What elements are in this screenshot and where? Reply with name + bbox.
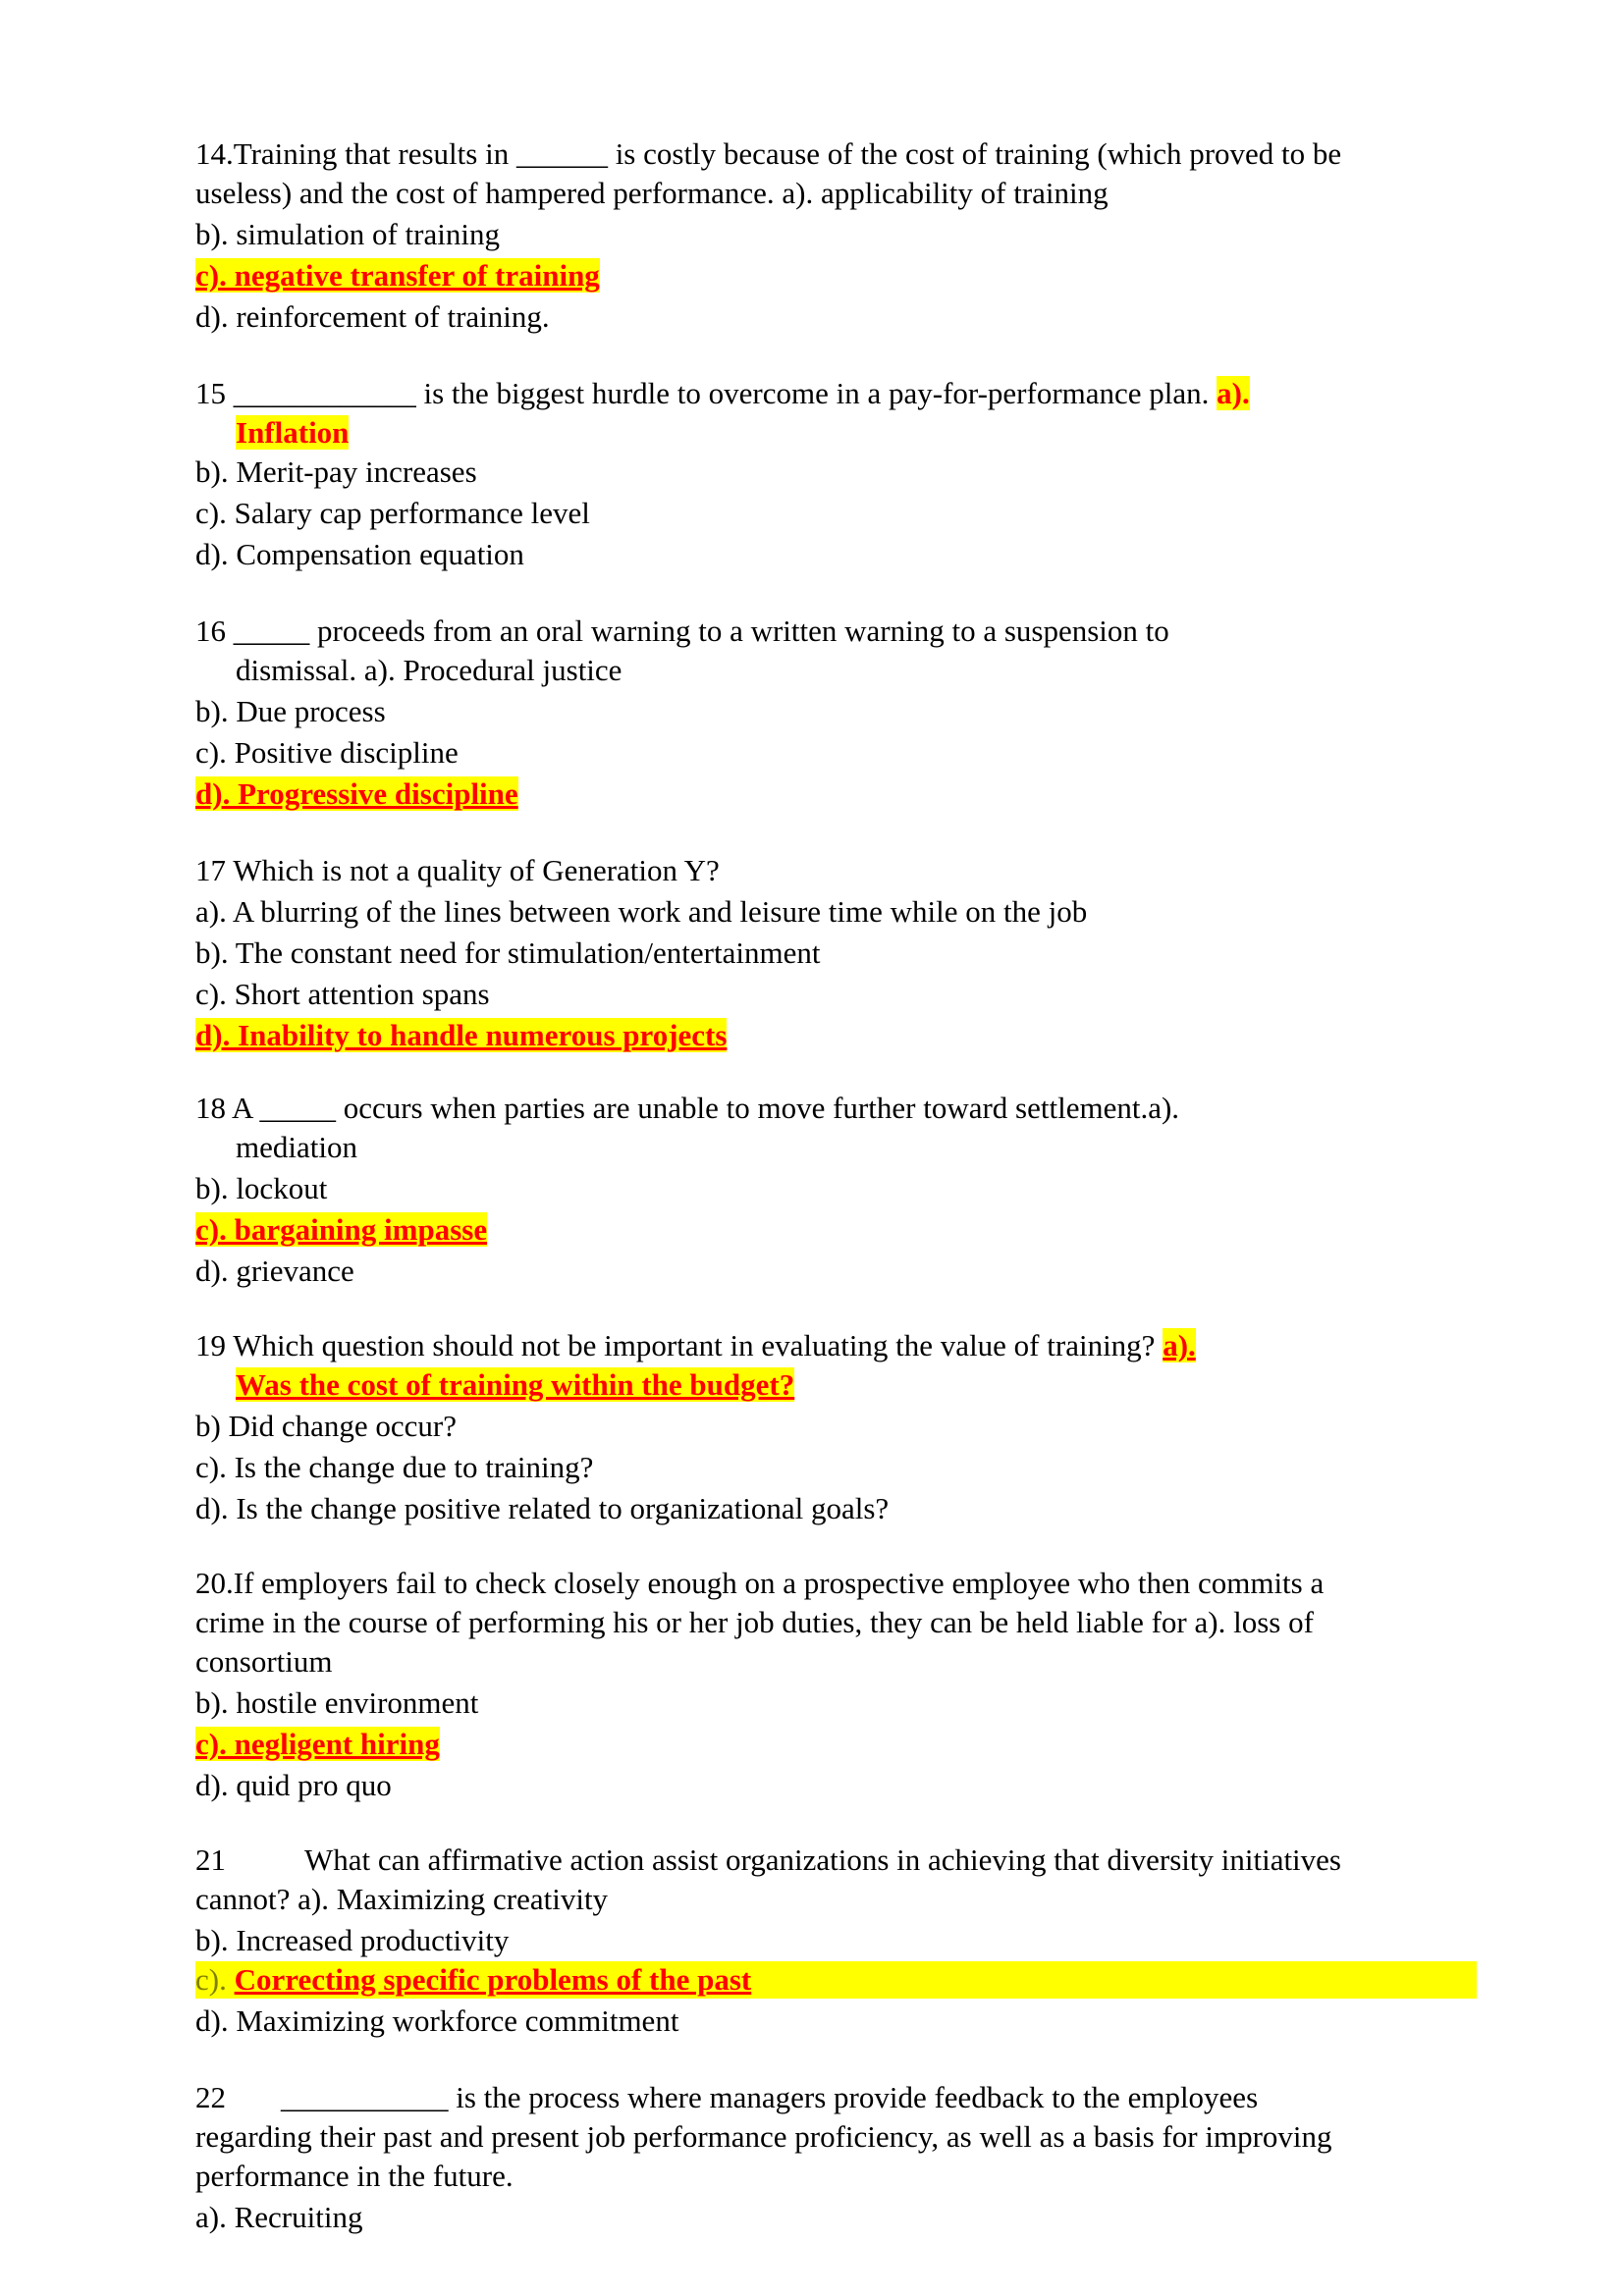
q15-option-d: d). Compensation equation	[195, 537, 524, 571]
q20-option-d: d). quid pro quo	[195, 1768, 392, 1802]
q17-answer-highlight: d). Inability to handle numerous projects	[195, 1018, 728, 1052]
q19-option-c: c). Is the change due to training?	[195, 1450, 594, 1484]
q15-answer-text: Inflation	[236, 415, 350, 450]
q22-option-a: a). Recruiting	[195, 2200, 363, 2234]
q19-option-b: b) Did change occur?	[195, 1409, 457, 1443]
q17-option-a: a). A blurring of the lines between work and leisure time while on the job	[195, 894, 1088, 929]
q19-line-1	[195, 1327, 1196, 1364]
q16-answer-highlight: d). Progressive discipline	[195, 776, 518, 811]
q17-option-c: c). Short attention spans	[195, 977, 490, 1011]
q16-option-c: c). Positive discipline	[195, 735, 459, 770]
q18-option-c-answer	[195, 1211, 487, 1249]
q22-line-3: performance in the future.	[195, 2159, 514, 2193]
q21-answer-text: Correcting specific problems of the past	[234, 1962, 752, 1997]
q20-line-3: consortium	[195, 1644, 333, 1679]
q15-option-a-answer	[236, 414, 349, 452]
q15-line-1	[195, 375, 1250, 412]
q16-line-1: 16 _____ proceeds from an oral warning to a written warning to a suspension to	[195, 614, 1169, 648]
q14-option-d: d). reinforcement of training.	[195, 299, 550, 334]
q20-option-b: b). hostile environment	[195, 1685, 479, 1720]
q15-answer-label: a).	[1217, 376, 1250, 410]
q19-answer-text: Was the cost of training within the budget?	[236, 1367, 795, 1402]
q20-line-2: crime in the course of performing his or her job duties, they can be held liable for a). loss of	[195, 1605, 1314, 1639]
q16-line-2: dismissal. a). Procedural justice	[236, 653, 622, 687]
q21-option-b: b). Increased productivity	[195, 1923, 510, 1957]
q16-option-d-answer	[195, 775, 518, 813]
q15-option-c: c). Salary cap performance level	[195, 496, 590, 530]
q22-line-2: regarding their past and present job performance proficiency, as well as a basis for improving	[195, 2119, 1332, 2154]
q14-answer-highlight: c). negative transfer of training	[195, 258, 600, 293]
q20-option-c-answer	[195, 1726, 440, 1763]
q14-line-1: 14.Training that results in ______ is costly because of the cost of training (which proved to be	[195, 136, 1342, 171]
q18-line-2: mediation	[236, 1130, 357, 1164]
q14-option-b: b). simulation of training	[195, 217, 500, 251]
q15-option-b: b). Merit-pay increases	[195, 454, 477, 489]
q14-option-c-answer	[195, 257, 600, 294]
q19-option-a-answer	[236, 1366, 794, 1404]
q19-answer-label: a).	[1163, 1328, 1196, 1362]
q21-number: 21	[195, 1842, 226, 1877]
q18-option-d: d). grievance	[195, 1254, 354, 1288]
q22-line-1: ___________ is the process where managers provide feedback to the employees	[281, 2080, 1259, 2114]
q22-number: 22	[195, 2080, 226, 2114]
q19-option-d: d). Is the change positive related to organizational goals?	[195, 1491, 890, 1525]
q20-answer-highlight: c). negligent hiring	[195, 1727, 440, 1761]
q15-question-text: 15 ____________ is the biggest hurdle to overcome in a pay-for-performance plan.	[195, 376, 1210, 410]
q14-line-2: useless) and the cost of hampered performance. a). applicability of training	[195, 176, 1109, 210]
q18-option-b: b). lockout	[195, 1171, 328, 1205]
q18-line-1: 18 A _____ occurs when parties are unable to move further toward settlement.a).	[195, 1091, 1180, 1125]
q21-line-2: cannot? a). Maximizing creativity	[195, 1882, 609, 1916]
q16-option-b: b). Due process	[195, 694, 386, 728]
q17-option-d-answer	[195, 1017, 727, 1054]
q17-option-b: b). The constant need for stimulation/entertainment	[195, 935, 821, 970]
q21-option-d: d). Maximizing workforce commitment	[195, 2003, 679, 2038]
q21-option-c-answer	[195, 1961, 751, 1999]
q18-answer-highlight: c). bargaining impasse	[195, 1212, 488, 1247]
q19-question-text: 19 Which question should not be important in evaluating the value of training?	[195, 1328, 1156, 1362]
q21-line-1: What can affirmative action assist organizations in achieving that diversity initiatives	[304, 1842, 1341, 1877]
q17-line-1: 17 Which is not a quality of Generation Y?	[195, 853, 720, 887]
q20-line-1: 20.If employers fail to check closely enough on a prospective employee who then commits a	[195, 1566, 1325, 1600]
q21-answer-prefix: c).	[195, 1962, 235, 1997]
